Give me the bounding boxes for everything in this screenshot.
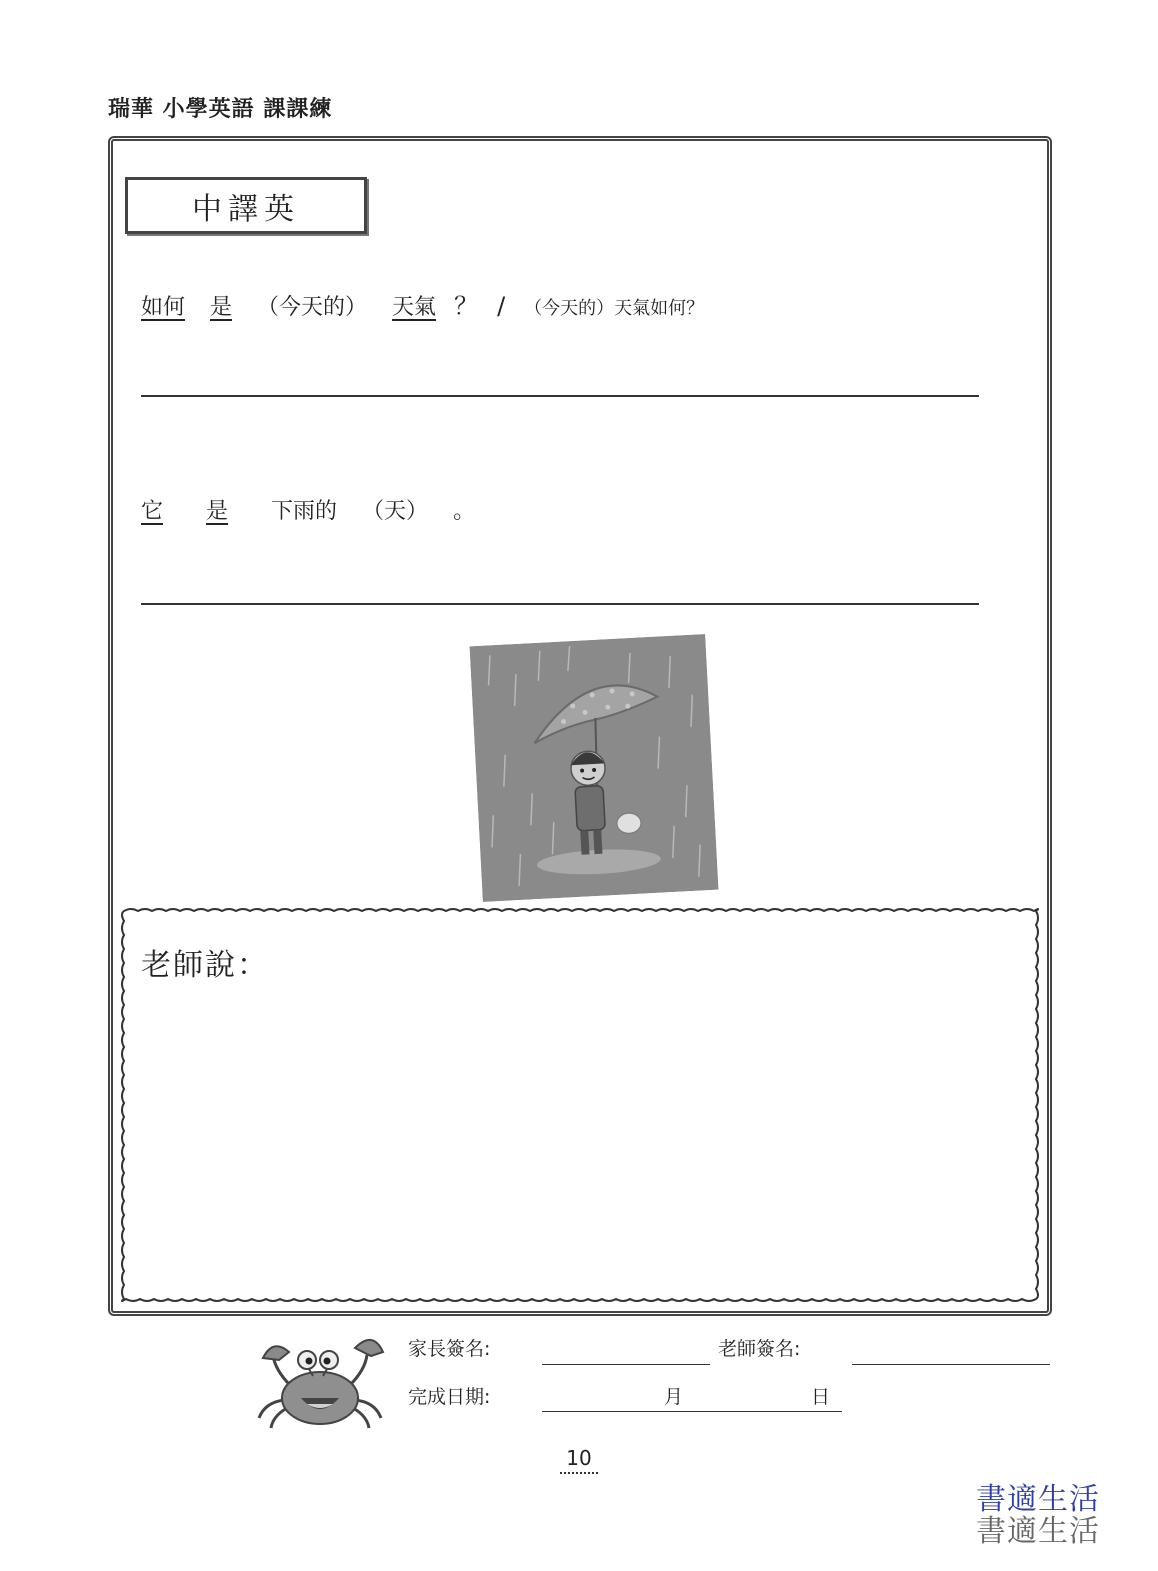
watermark-line-2: 書適生活 bbox=[976, 1514, 1100, 1549]
worksheet-title: 瑞華 小學英語 課課練 bbox=[108, 96, 333, 122]
teacher-signature-label: 老師簽名: bbox=[718, 1338, 801, 1360]
q1-word-today: （今天的） bbox=[257, 295, 368, 320]
month-label: 月 bbox=[664, 1386, 684, 1408]
q2-word-it: 它 bbox=[141, 499, 164, 524]
page-number: 10 bbox=[560, 1446, 598, 1474]
q2-word-rainy: 下雨的 bbox=[271, 499, 338, 524]
crab-icon bbox=[255, 1330, 385, 1430]
answer-line-2[interactable] bbox=[141, 603, 979, 605]
question-1 bbox=[141, 286, 704, 321]
answer-line-1[interactable] bbox=[141, 395, 979, 397]
teacher-signature-field[interactable] bbox=[852, 1364, 1050, 1365]
q1-full-sentence: （今天的）天氣如何？ bbox=[524, 298, 705, 319]
question-2 bbox=[141, 494, 493, 525]
q1-slash: / bbox=[497, 292, 506, 320]
q2-word-is: 是 bbox=[206, 499, 229, 524]
parent-signature-field[interactable] bbox=[542, 1364, 710, 1365]
q1-word-weather: 天氣 bbox=[392, 295, 437, 320]
rainy-girl-illustration bbox=[469, 634, 718, 902]
day-label: 日 bbox=[811, 1386, 831, 1408]
teacher-comment-label: 老師說： bbox=[141, 948, 269, 983]
watermark-line-1: 書適生活 bbox=[976, 1482, 1100, 1517]
q2-word-day: （天） bbox=[362, 499, 429, 524]
date-label: 完成日期: bbox=[408, 1386, 491, 1408]
q1-word-how: 如何 bbox=[141, 295, 186, 320]
q2-period: 。 bbox=[453, 499, 476, 524]
date-field[interactable] bbox=[542, 1411, 842, 1412]
section-label: 中譯英 bbox=[125, 177, 367, 234]
q1-question-mark: ？ bbox=[454, 292, 479, 320]
parent-signature-label: 家長簽名: bbox=[408, 1338, 491, 1360]
q1-word-is: 是 bbox=[210, 295, 233, 320]
